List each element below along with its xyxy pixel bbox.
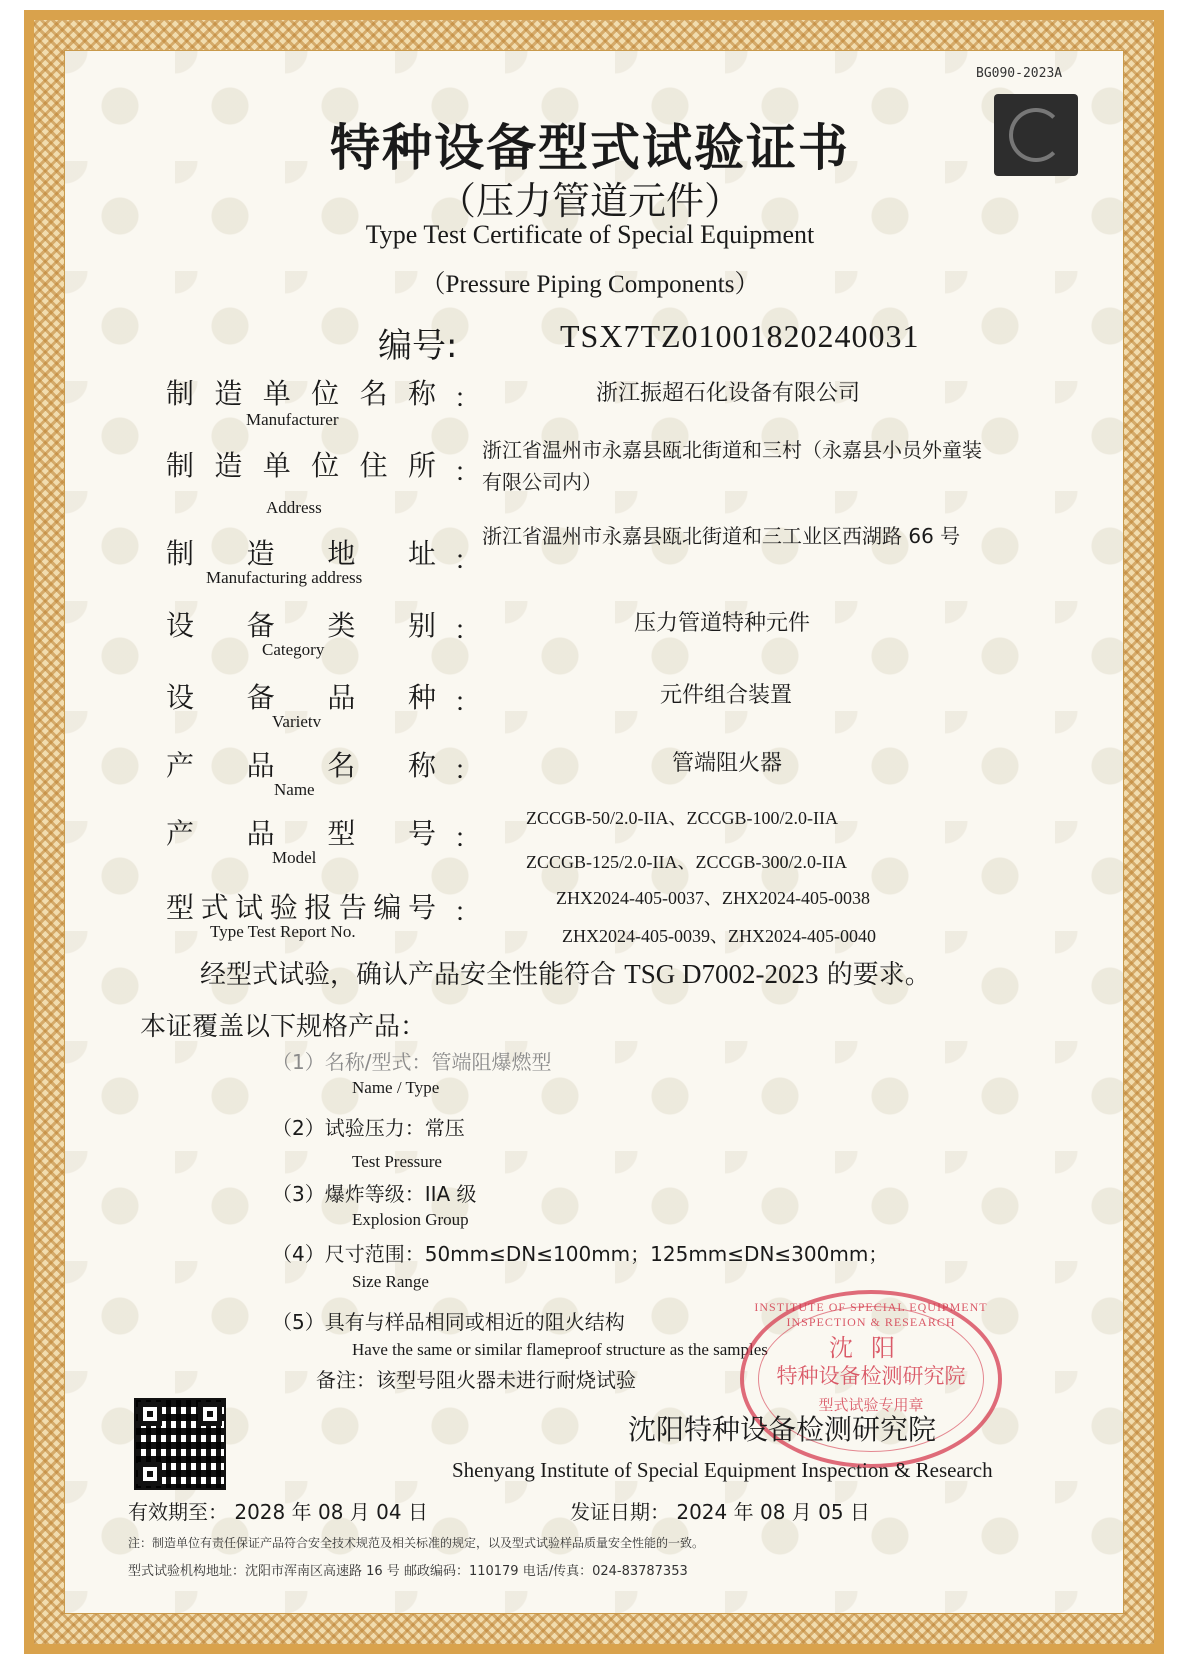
report-label: 型 式 试 验 报 告 编 号: [166, 891, 436, 924]
issuer-name-cn: 沈阳特种设备检测研究院: [628, 1413, 937, 1446]
model-value-line1: ZCCGB-50/2.0-IIA、ZCCGB-100/2.0-IIA: [526, 808, 838, 828]
coverage-item-1-sub: Name / Type: [352, 1078, 440, 1097]
coverage-item-3-sub: Explosion Group: [352, 1210, 469, 1229]
variety-colon: ：: [454, 688, 481, 718]
footer-contact: 型式试验机构地址：沈阳市浑南区高速路 16 号 邮政编码：110179 电话/传真：024-83787353: [128, 1564, 688, 1579]
name-sub: Name: [274, 780, 315, 799]
report-sub: Type Test Report No.: [210, 922, 356, 941]
valid-until: 有效期至： 2028 年 08 月 04 日: [128, 1500, 428, 1524]
remark: 备注：该型号阻火器未进行耐烧试验: [316, 1368, 636, 1392]
model-colon: ：: [454, 824, 481, 854]
model-value-line2: ZCCGB-125/2.0-IIA、ZCCGB-300/2.0-IIA: [526, 852, 847, 872]
name-value: 管端阻火器: [672, 751, 783, 776]
report-colon: ：: [454, 898, 481, 928]
coverage-item-4-sub: Size Range: [352, 1272, 429, 1291]
coverage-item-2: （2）试验压力：常压: [272, 1116, 465, 1140]
conformity-statement: 经型式试验，确认产品安全性能符合 TSG D7002-2023 的要求。: [200, 959, 931, 990]
certificate-number-label: 编号:: [378, 326, 458, 366]
address-value-line1: 浙江省温州市永嘉县瓯北街道和三村（永嘉县小员外童装: [482, 438, 982, 462]
coverage-item-5: （5）具有与样品相同或相近的阻火结构: [272, 1310, 625, 1334]
certificate-number: TSX7TZ01001820240031: [560, 318, 920, 354]
title-cn: 特种设备型式试验证书: [330, 119, 850, 177]
address-label: 制 造 单 位 住 所: [166, 449, 436, 482]
coverage-item-3: （3）爆炸等级：IIA 级: [272, 1182, 477, 1206]
footer-note: 注：制造单位有责任保证产品符合安全技术规范及相关标准的规定，以及型式试验样品质量安全性能的一致。: [128, 1536, 705, 1550]
qr-code-icon: [134, 1398, 226, 1490]
model-sub: Model: [272, 848, 317, 867]
variety-value: 元件组合装置: [660, 683, 793, 708]
manufacturer-colon: ：: [454, 384, 481, 414]
mfg-address-sub: Manufacturing address: [206, 568, 363, 587]
address-value-line2: 有限公司内）: [482, 470, 602, 494]
seal-ring-text: INSTITUTE OF SPECIAL EQUIPMENT INSPECTION & RESEARCH: [754, 1300, 988, 1329]
report-value-line2: ZHX2024-405-0039、ZHX2024-405-0040: [562, 926, 876, 946]
coverage-item-1: （1）名称/型式：管端阻爆燃型: [272, 1050, 552, 1074]
report-value-line1: ZHX2024-405-0037、ZHX2024-405-0038: [556, 888, 870, 908]
address-colon: ：: [454, 458, 481, 488]
coverage-item-4: （4）尺寸范围：50mm≤DN≤100mm；125mm≤DN≤300mm；: [272, 1242, 889, 1266]
mfg-address-label: 制 造 地 址: [166, 537, 436, 570]
mfg-address-value: 浙江省温州市永嘉县瓯北街道和三工业区西湖路 66 号: [482, 524, 961, 548]
form-code: BG090-2023A: [976, 66, 1063, 81]
variety-sub: Varietv: [272, 712, 322, 731]
category-sub: Category: [262, 640, 325, 659]
title-en: Type Test Certificate of Special Equipment: [365, 220, 815, 249]
seal-line-1: 沈阳: [829, 1334, 913, 1362]
issuer-name-en: Shenyang Institute of Special Equipment Inspection & Research: [452, 1458, 993, 1482]
issue-date: 发证日期： 2024 年 08 月 05 日: [570, 1500, 870, 1524]
name-colon: ：: [454, 756, 481, 786]
category-value: 压力管道特种元件: [634, 611, 811, 636]
coverage-item-2-sub: Test Pressure: [352, 1152, 442, 1171]
model-label: 产 品 型 号: [166, 817, 436, 850]
manufacturer-value: 浙江振超石化设备有限公司: [596, 381, 861, 406]
category-label: 设 备 类 别: [166, 609, 436, 642]
seal-line-3: 型式试验专用章: [818, 1396, 924, 1414]
manufacturer-sub: Manufacturer: [246, 410, 339, 429]
variety-label: 设 备 品 种: [166, 681, 436, 714]
address-sub: Address: [266, 498, 322, 517]
coverage-item-5-sub: Have the same or similar flameproof structure as the samples: [352, 1340, 768, 1359]
mfg-address-colon: ：: [454, 546, 481, 576]
category-colon: ：: [454, 616, 481, 646]
subtitle-cn: （压力管道元件）: [437, 179, 742, 223]
coverage-heading: 本证覆盖以下规格产品：: [140, 1012, 427, 1042]
subtitle-en: （Pressure Piping Components）: [420, 271, 760, 298]
seal-line-2: 特种设备检测研究院: [776, 1364, 966, 1388]
name-label: 产 品 名 称: [166, 749, 436, 782]
manufacturer-label: 制 造 单 位 名 称: [166, 377, 436, 410]
